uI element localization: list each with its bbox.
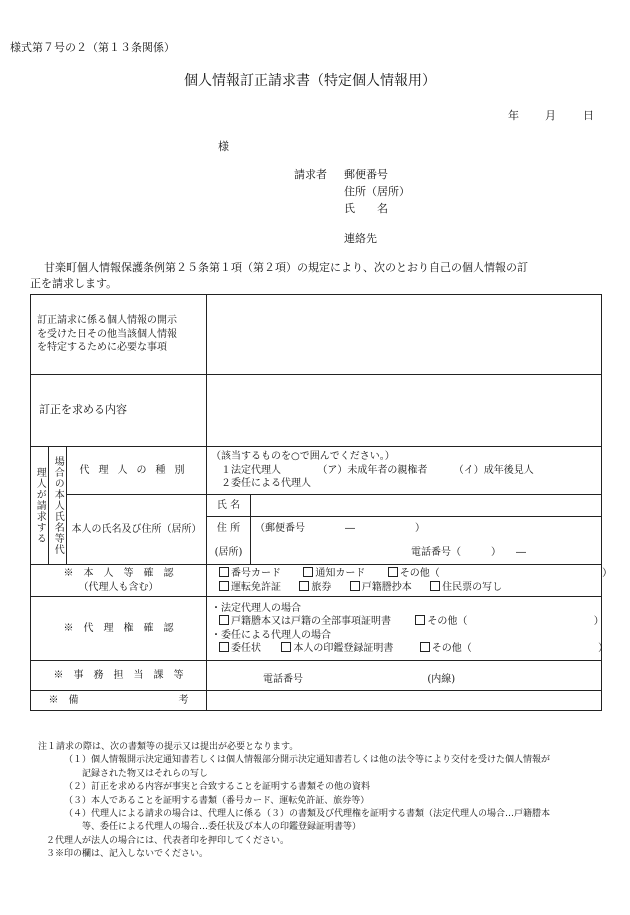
notes-section — [38, 741, 613, 862]
requester-address-label: 住所（居所） — [344, 185, 410, 198]
authority-legal-option-register[interactable]: 戸籍謄本又は戸籍の全部事項証明書 — [219, 616, 391, 627]
agent-type-label-cell — [67, 447, 207, 495]
authority-label-cell — [31, 597, 207, 661]
principal-name-label: 氏 名 — [207, 495, 251, 517]
form-number: 様式第７号の２（第１３条関係） — [10, 41, 175, 54]
disclosure-label-cell — [31, 295, 207, 375]
note-1-4a: （４）代理人による請求の場合は、代理人に係る（３）の書類及び代理権を証明する書類（法定代理人の場合…戸籍謄本 — [64, 809, 551, 820]
identity-label-cell — [31, 565, 207, 597]
agent-type-option-1[interactable] — [211, 464, 597, 478]
note-3: ３※印の欄は、記入しないでください。 — [46, 849, 209, 860]
addressee-suffix: 様 — [218, 140, 229, 153]
identity-option-family-register[interactable]: 戸籍謄抄本 — [350, 582, 412, 593]
intro-line-1: 甘楽町個人情報保護条例第２５条第１項（第２項）の規定により、次のとおり自己の個人情報の訂 — [44, 261, 528, 274]
note-1-2: （２）訂正を求める内容が事実と合致することを証明する書類その他の資料 — [64, 782, 371, 793]
principal-postal: （郵便番号 ― ） — [255, 523, 426, 534]
agent-type-option-2[interactable]: ２委任による代理人 — [221, 478, 312, 490]
note-1-3: （３）本人であることを証明する書類（番号カード、運転免許証、旅券等） — [64, 795, 370, 806]
identity-options — [207, 565, 613, 597]
agent-type-opt1a-text: （ア）未成年者の親権者 — [317, 464, 428, 476]
correction-field[interactable] — [207, 375, 602, 447]
checkbox-icon — [415, 615, 425, 625]
checkbox-icon — [219, 581, 229, 591]
checkbox-icon — [219, 642, 229, 652]
checkbox-icon — [299, 581, 309, 591]
authority-legal-option-other[interactable]: その他（ — [415, 616, 467, 627]
disclosure-field[interactable] — [207, 295, 602, 375]
requester-postal-label: 郵便番号 — [344, 168, 388, 181]
agent-vertical-label-2: 場合の本人氏名等代 — [49, 447, 67, 565]
identity-option-license[interactable]: 運転免許証 — [219, 582, 281, 593]
correction-label: 訂正を求める内容 — [39, 403, 127, 417]
office-ext-label: (内線) — [427, 673, 456, 685]
authority-delegate-option-seal[interactable]: 本人の印鑑登録証明書 — [281, 643, 393, 654]
requester-contact-label: 連絡先 — [344, 232, 377, 245]
note-1-1b: 記録された物又はそれらの写し — [82, 768, 209, 779]
principal-label: 本人の氏名及び住所（居所） — [71, 523, 202, 535]
identity-option-other[interactable]: その他（ — [388, 568, 440, 579]
date-year: 年 — [508, 109, 519, 122]
correction-label-cell — [31, 375, 207, 447]
disclosure-label-2: を受けた日その他当該個人情報 — [37, 328, 177, 340]
authority-delegate-option-other[interactable]: その他（ — [420, 643, 472, 654]
principal-residence-label: (居所) — [214, 546, 243, 558]
identity-option-mynumber[interactable]: 番号カード — [219, 568, 281, 579]
authority-delegate-close: ） — [598, 643, 609, 654]
checkbox-icon — [219, 567, 229, 577]
note-1-4b: 等、委任による代理人の場合…委任状及び本人の印鑑登録証明書等） — [82, 822, 362, 833]
principal-name-field[interactable] — [251, 495, 602, 517]
authority-delegate-option-proxy[interactable]: 委任状 — [219, 643, 261, 654]
page-title: 個人情報訂正請求書（特定個人情報用） — [184, 73, 436, 89]
identity-option-notice[interactable]: 通知カード — [303, 568, 365, 579]
identity-sub: （代理人も含む） — [78, 581, 159, 593]
disclosure-label-3: を特定するために必要な事項 — [37, 342, 167, 354]
authority-legal-close: ） — [593, 616, 604, 627]
authority-legal-heading: ・法定代理人の場合 — [211, 602, 302, 614]
checkbox-icon — [388, 567, 398, 577]
intro-line-2: 正を請求します。 — [30, 277, 118, 290]
checkbox-icon — [303, 567, 313, 577]
principal-label-cell — [67, 495, 207, 565]
date-month: 月 — [545, 109, 556, 122]
checkbox-icon — [430, 581, 440, 591]
checkbox-icon — [219, 615, 229, 625]
note-1: 注１請求の際は、次の書類等の提示又は提出が必要となります。 — [38, 742, 299, 752]
date-day: 日 — [583, 109, 594, 122]
agent-type-opt1-text: １法定代理人 — [221, 464, 282, 476]
agent-type-note: （該当するものを○で囲んでください。） — [211, 451, 395, 463]
remarks-field[interactable] — [207, 691, 602, 711]
agent-type-label: 代理人の種別 — [79, 464, 194, 476]
remarks-label: ※ 備 考 — [48, 694, 189, 706]
identity-option-passport[interactable]: 旅券 — [299, 582, 331, 593]
authority-delegate-heading: ・委任による代理人の場合 — [211, 629, 332, 641]
agent-type-field[interactable] — [207, 447, 602, 495]
request-form-table — [30, 294, 613, 711]
principal-phone: 電話番号（ ） ― — [411, 546, 527, 558]
requester-name-label: 氏 名 — [344, 202, 388, 215]
office-field[interactable] — [207, 661, 602, 691]
principal-address-label-cell — [207, 517, 251, 565]
principal-address-label: 住 所 — [216, 523, 241, 534]
office-label: ※ 事 務 担 当 課 等 — [53, 669, 184, 681]
identity-option-resident-card[interactable]: 住民票の写し — [430, 582, 502, 593]
authority-options — [207, 597, 609, 661]
checkbox-icon — [420, 642, 430, 652]
checkbox-icon — [281, 642, 291, 652]
principal-address-field[interactable] — [251, 517, 602, 565]
identity-other-close: ） — [602, 568, 613, 579]
agent-type-opt1b-text: （イ）成年後見人 — [453, 464, 534, 476]
office-label-cell — [31, 661, 207, 691]
checkbox-icon — [350, 581, 360, 591]
note-2: ２代理人が法人の場合には、代表者印を押印してください。 — [46, 835, 290, 846]
note-1-1a: （１）個人情報開示決定通知書若しくは個人情報部分開示決定通知書若しくは他の法令等により交付を受けた個人情報が — [64, 755, 551, 766]
identity-label: ※ 本 人 等 確 認 — [63, 568, 174, 579]
requester-label: 請求者 — [294, 168, 327, 181]
authority-label: ※ 代 理 権 確 認 — [63, 622, 174, 634]
office-phone-label: 電話番号 — [263, 673, 304, 685]
disclosure-label-1: 訂正請求に係る個人情報の開示 — [37, 315, 177, 327]
remarks-label-cell — [31, 691, 207, 711]
agent-vertical-label-1: 理人が請求する — [31, 447, 49, 565]
